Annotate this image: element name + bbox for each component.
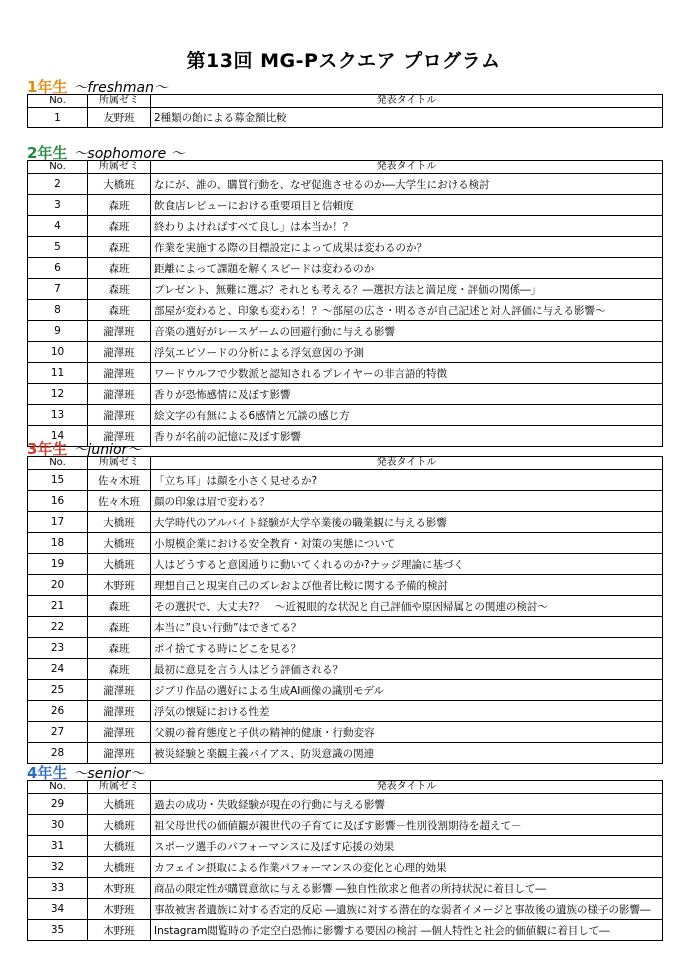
row-seminar: 瀧澤班 [88, 363, 151, 384]
row-title: 人はどうすると意図通りに動いてくれるのか?ナッジ理論に基づく [151, 554, 663, 575]
row-seminar: 木野班 [88, 878, 151, 899]
row-title: 大学時代のアルバイト経験が大学卒業後の職業観に与える影響 [151, 512, 663, 533]
row-number: 28 [28, 743, 88, 764]
row-title: 小規模企業における安全教育・対策の実態について [151, 533, 663, 554]
row-title: 香りが恐怖感情に及ぼす影響 [151, 384, 663, 405]
table-row [28, 384, 663, 405]
row-title: 祖父母世代の価値観が親世代の子育てに及ぼす影響－性別役割期待を超えて－ [151, 815, 663, 836]
row-title: 浮気エピソードの分析による浮気意図の予測 [151, 342, 663, 363]
row-seminar: 友野班 [88, 108, 151, 128]
grade-label: 2年生 [27, 144, 68, 162]
row-seminar: 木野班 [88, 920, 151, 941]
row-number: 20 [28, 575, 88, 596]
row-number: 4 [28, 216, 88, 237]
row-title: カフェイン摂取による作業パフォーマンスの変化と心理的効果 [151, 857, 663, 878]
row-seminar: 大橋班 [88, 512, 151, 533]
header-title: 発表タイトル [151, 95, 663, 108]
table-row [28, 491, 663, 512]
row-seminar: 森班 [88, 216, 151, 237]
section-header [27, 142, 663, 160]
row-seminar: 森班 [88, 195, 151, 216]
table-row [28, 470, 663, 491]
program-table-senior [27, 780, 663, 941]
row-seminar: 森班 [88, 258, 151, 279]
row-number: 18 [28, 533, 88, 554]
row-number: 11 [28, 363, 88, 384]
row-title: 被災経験と楽観主義バイアス、防災意識の関連 [151, 743, 663, 764]
row-title: なにが、誰の、購買行動を、なぜ促進させるのか―大学生における検討 [151, 174, 663, 195]
header-no: No. [28, 161, 88, 174]
row-title: 2種類の飴による募金額比較 [151, 108, 663, 128]
row-number: 6 [28, 258, 88, 279]
row-seminar: 瀧澤班 [88, 722, 151, 743]
row-seminar: 大橋班 [88, 836, 151, 857]
grade-subtitle: ～senior～ [73, 766, 145, 782]
row-number: 34 [28, 899, 88, 920]
row-title: 事故被害者遺族に対する否定的反応 ―遺族に対する潜在的な弱者イメージと事故後の遺族の様子の影響― [151, 899, 663, 920]
row-seminar: 森班 [88, 617, 151, 638]
table-row [28, 815, 663, 836]
row-seminar: 森班 [88, 596, 151, 617]
row-title: その選択で、大丈夫?？ ～近視眼的な状況と自己評価や原因帰属との関連の検討～ [151, 596, 663, 617]
section-senior [27, 762, 663, 941]
row-title: プレゼント、無難に選ぶ？それとも考える？―選択方法と満足度・評価の関係―」 [151, 279, 663, 300]
program-table-sophomore [27, 160, 663, 447]
row-number: 27 [28, 722, 88, 743]
row-title: 作業を実施する際の目標設定によって成果は変わるのか？ [151, 237, 663, 258]
row-number: 31 [28, 836, 88, 857]
table-row [28, 321, 663, 342]
row-title: ポイ捨てする時にどこを見る？ [151, 638, 663, 659]
header-title: 発表タイトル [151, 457, 663, 470]
section-header [27, 438, 663, 456]
table-row [28, 174, 663, 195]
header-seminar: 所属ゼミ [88, 781, 151, 794]
row-seminar: 瀧澤班 [88, 701, 151, 722]
grade-label: 4年生 [27, 764, 68, 782]
table-row [28, 108, 663, 128]
row-seminar: 大橋班 [88, 794, 151, 815]
grade-subtitle: ～freshman～ [73, 80, 168, 96]
row-number: 21 [28, 596, 88, 617]
program-table-junior [27, 456, 663, 764]
row-title: スポーツ選手のパフォーマンスに及ぼす応援の効果 [151, 836, 663, 857]
row-title: 理想自己と現実自己のズレおよび他者比較に関する予備的検討 [151, 575, 663, 596]
table-row [28, 617, 663, 638]
row-seminar: 森班 [88, 300, 151, 321]
row-number: 17 [28, 512, 88, 533]
grade-label: 3年生 [27, 440, 68, 458]
row-title: 最初に意見を言う人はどう評価される？ [151, 659, 663, 680]
table-row [28, 836, 663, 857]
row-title: Instagram閲覧時の予定空白恐怖に影響する要因の検討 ―個人特性と社会的価値観に着目して― [151, 920, 663, 941]
row-seminar: 大橋班 [88, 857, 151, 878]
table-row [28, 512, 663, 533]
table-row [28, 554, 663, 575]
table-row [28, 722, 663, 743]
row-number: 32 [28, 857, 88, 878]
row-seminar: 瀧澤班 [88, 680, 151, 701]
section-header [27, 76, 663, 94]
row-title: 顔の印象は眉で変わる？ [151, 491, 663, 512]
row-number: 1 [28, 108, 88, 128]
table-row [28, 899, 663, 920]
row-title: 香りが名前の記憶に及ぼす影響 [151, 426, 663, 447]
row-number: 12 [28, 384, 88, 405]
table-row [28, 216, 663, 237]
table-row [28, 680, 663, 701]
row-seminar: 森班 [88, 659, 151, 680]
row-number: 19 [28, 554, 88, 575]
grade-subtitle: ～sophomore ～ [73, 146, 185, 162]
row-seminar: 木野班 [88, 575, 151, 596]
table-row [28, 920, 663, 941]
row-seminar: 森班 [88, 279, 151, 300]
table-row [28, 279, 663, 300]
row-title: 飲食店レビューにおける重要項目と信頼度 [151, 195, 663, 216]
table-row [28, 405, 663, 426]
row-title: 過去の成功・失敗経験が現在の行動に与える影響 [151, 794, 663, 815]
row-number: 7 [28, 279, 88, 300]
table-row [28, 342, 663, 363]
section-freshman [27, 76, 663, 128]
table-row [28, 701, 663, 722]
row-seminar: 大橋班 [88, 554, 151, 575]
header-no: No. [28, 781, 88, 794]
row-seminar: 瀧澤班 [88, 342, 151, 363]
table-row [28, 857, 663, 878]
table-row [28, 363, 663, 384]
row-number: 2 [28, 174, 88, 195]
row-number: 9 [28, 321, 88, 342]
table-row [28, 237, 663, 258]
row-number: 10 [28, 342, 88, 363]
row-title: 距離によって課題を解くスピードは変わるのか [151, 258, 663, 279]
row-seminar: 大橋班 [88, 174, 151, 195]
table-row [28, 596, 663, 617]
row-seminar: 佐々木班 [88, 491, 151, 512]
section-junior [27, 438, 663, 764]
row-number: 3 [28, 195, 88, 216]
header-no: No. [28, 457, 88, 470]
row-number: 24 [28, 659, 88, 680]
row-title: ジブリ作品の選好による生成AI画像の識別モデル [151, 680, 663, 701]
row-title: ワードウルフで少数派と認知されるプレイヤーの非言語的特徴 [151, 363, 663, 384]
row-seminar: 大橋班 [88, 533, 151, 554]
row-number: 33 [28, 878, 88, 899]
row-seminar: 瀧澤班 [88, 384, 151, 405]
row-title: 「立ち耳」は顔を小さく見せるか? [151, 470, 663, 491]
row-number: 25 [28, 680, 88, 701]
row-seminar: 瀧澤班 [88, 743, 151, 764]
header-title: 発表タイトル [151, 161, 663, 174]
row-number: 29 [28, 794, 88, 815]
program-table-freshman [27, 94, 663, 128]
section-header [27, 762, 663, 780]
row-seminar: 森班 [88, 237, 151, 258]
grade-subtitle: ～junior～ [73, 442, 142, 458]
page-title: 第13回 MG-Pスクエア プログラム [186, 50, 501, 72]
row-number: 35 [28, 920, 88, 941]
row-seminar: 森班 [88, 638, 151, 659]
table-row [28, 575, 663, 596]
row-number: 5 [28, 237, 88, 258]
table-row [28, 794, 663, 815]
table-row [28, 258, 663, 279]
table-row [28, 878, 663, 899]
row-number: 23 [28, 638, 88, 659]
row-title: 浮気の懐疑における性差 [151, 701, 663, 722]
table-row [28, 195, 663, 216]
row-title: 部屋が変わると、印象も変わる！？～部屋の広さ・明るさが自己記述と対人評価に与える影響～ [151, 300, 663, 321]
row-number: 26 [28, 701, 88, 722]
row-seminar: 木野班 [88, 899, 151, 920]
row-number: 22 [28, 617, 88, 638]
header-seminar: 所属ゼミ [88, 161, 151, 174]
table-row [28, 743, 663, 764]
row-seminar: 瀧澤班 [88, 426, 151, 447]
row-seminar: 瀧澤班 [88, 321, 151, 342]
table-row [28, 533, 663, 554]
grade-label: 1年生 [27, 78, 68, 96]
row-title: 父親の養育態度と子供の精神的健康・行動変容 [151, 722, 663, 743]
row-seminar: 瀧澤班 [88, 405, 151, 426]
row-number: 30 [28, 815, 88, 836]
row-title: 商品の限定性が購買意欲に与える影響 ―独自性欲求と他者の所持状況に着目して― [151, 878, 663, 899]
row-title: 本当に”良い行動”はできてる？ [151, 617, 663, 638]
row-number: 8 [28, 300, 88, 321]
header-seminar: 所属ゼミ [88, 95, 151, 108]
table-row [28, 659, 663, 680]
row-number: 16 [28, 491, 88, 512]
row-seminar: 大橋班 [88, 815, 151, 836]
row-title: 音楽の選好がレースゲームの回避行動に与える影響 [151, 321, 663, 342]
row-number: 15 [28, 470, 88, 491]
row-seminar: 佐々木班 [88, 470, 151, 491]
row-number: 13 [28, 405, 88, 426]
header-no: No. [28, 95, 88, 108]
section-sophomore [27, 142, 663, 447]
header-seminar: 所属ゼミ [88, 457, 151, 470]
table-row [28, 638, 663, 659]
row-title: 絵文字の有無による6感情と冗談の感じ方 [151, 405, 663, 426]
header-title: 発表タイトル [151, 781, 663, 794]
row-title: 終わりよければすべて良し」は本当か！？ [151, 216, 663, 237]
row-number: 14 [28, 426, 88, 447]
table-row [28, 300, 663, 321]
